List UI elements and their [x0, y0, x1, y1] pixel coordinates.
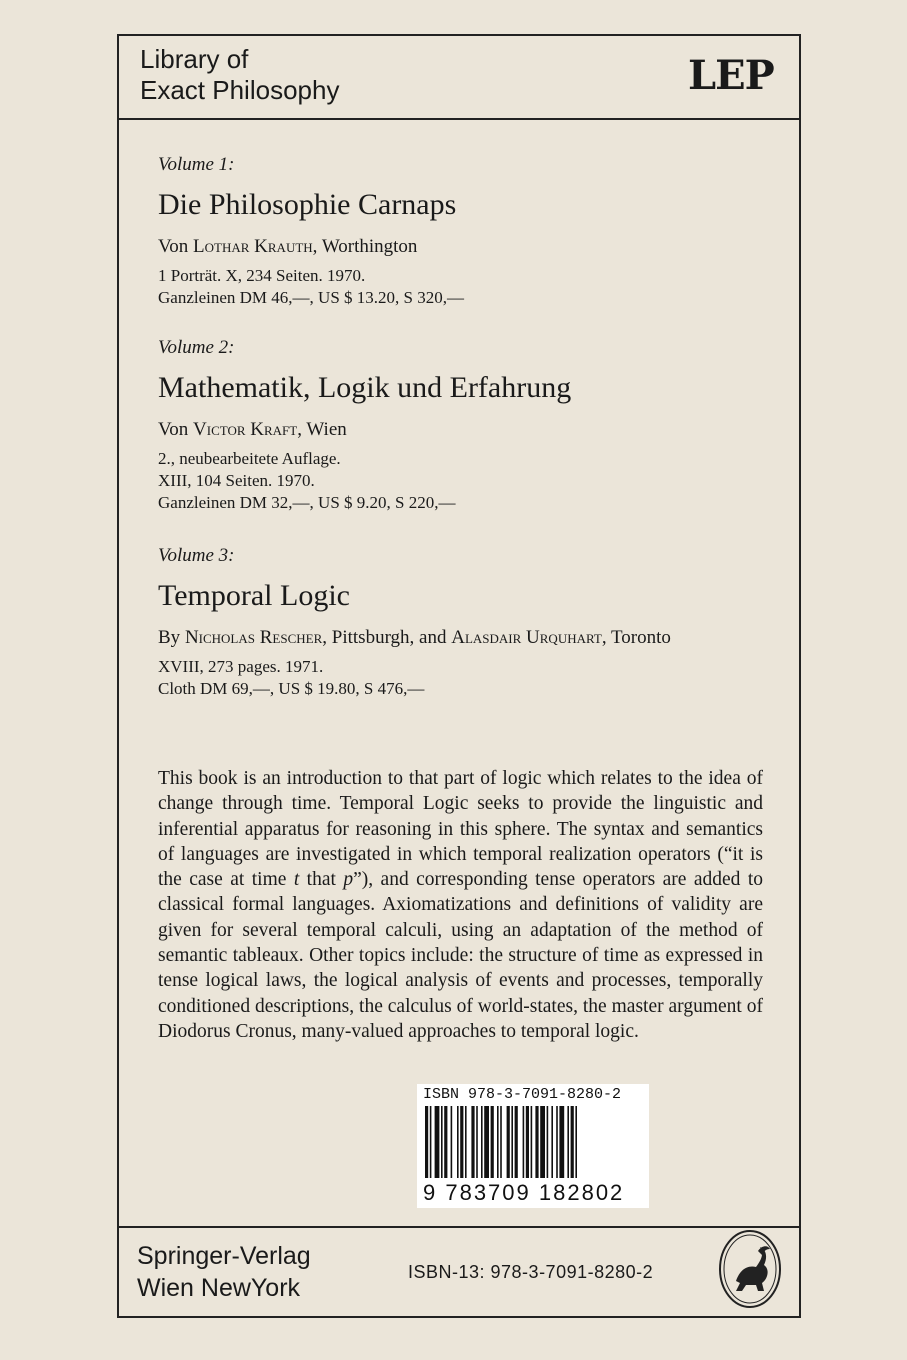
volume-author: By Nicholas Rescher, Pittsburgh, and Alasdair Urquhart, Toronto: [158, 627, 671, 648]
volume-price: Ganzleinen DM 46,—, US $ 13.20, S 320,—: [158, 288, 464, 307]
book-description: This book is an introduction to that part of logic which relates to the idea of change through time. Temporal Logic seeks to provide the linguistic and inferential apparatus for reasoning in this sphere. The syntax and semantics of languages are investigated in which temporal realization operators (“it is the case at time t that p”), and corresponding tense operators are added to classical formal languages. Axiomatizations and definitions of validity are given for several temporal calculi, using an adaptation of the method of semantic tableaux. Other topics include: the structure of time as expressed in tense logical laws, the logical analysis of events and processes, temporally conditioned descriptions, the calculus of world-states, the master argument of Diodorus Cronus, many-valued approaches to temporal logic.: [158, 768, 763, 1042]
volume-3: [158, 544, 718, 700]
series-title-line1: Library of: [140, 44, 249, 74]
volume-price: Cloth DM 69,—, US $ 19.80, S 476,—: [158, 679, 425, 698]
volume-label: Volume 2:: [158, 337, 235, 358]
volume-label: Volume 1:: [158, 154, 235, 175]
isbn-barcode: [417, 1084, 649, 1208]
volume-1: [158, 153, 718, 309]
volume-detail: 2., neubearbeitete Auflage.: [158, 449, 341, 468]
barcode-digits: 9 783709 182802: [423, 1180, 625, 1205]
series-title-line2: Exact Philosophy: [140, 75, 340, 105]
volume-detail: 1 Porträt. X, 234 Seiten. 1970.: [158, 266, 366, 285]
publisher-location: Wien NewYork: [137, 1274, 301, 1302]
lep-logo: LEP: [688, 52, 774, 99]
footer-divider: [117, 1226, 801, 1228]
volume-2: [158, 336, 718, 514]
volume-author: Von Lothar Krauth, Worthington: [158, 236, 418, 257]
barcode-isbn-text: ISBN 978-3-7091-8280-2: [423, 1086, 622, 1103]
springer-knight-emblem-icon: [718, 1229, 782, 1309]
volume-title: Mathematik, Logik und Erfahrung: [158, 371, 572, 404]
publisher: [137, 1240, 311, 1304]
publisher-name: Springer-Verlag: [137, 1242, 311, 1270]
volume-title: Die Philosophie Carnaps: [158, 188, 457, 221]
barcode-bars-icon: [425, 1106, 643, 1178]
volume-detail: XIII, 104 Seiten. 1970.: [158, 471, 315, 490]
volume-author: Von Victor Kraft, Wien: [158, 419, 347, 440]
volume-label: Volume 3:: [158, 545, 235, 566]
volume-price: Ganzleinen DM 32,—, US $ 9.20, S 220,—: [158, 493, 456, 512]
volume-detail: XVIII, 273 pages. 1971.: [158, 657, 324, 676]
header-divider: [117, 118, 801, 120]
series-title: [140, 44, 339, 106]
volume-title: Temporal Logic: [158, 579, 350, 612]
isbn-13: ISBN-13: 978-3-7091-8280-2: [408, 1262, 654, 1282]
